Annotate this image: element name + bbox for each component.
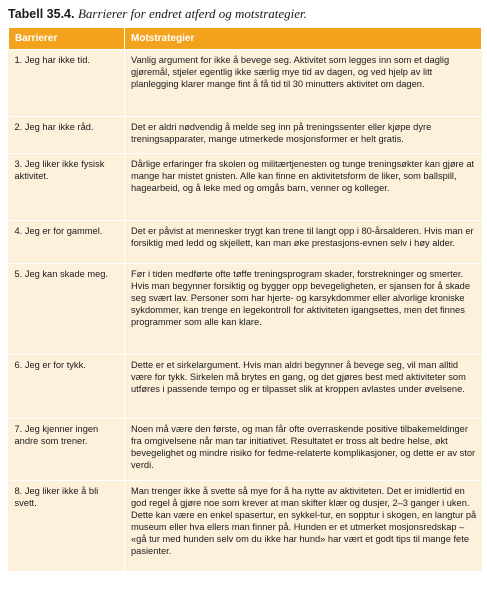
strategy-cell — [125, 154, 482, 221]
table-row — [9, 481, 482, 572]
barrier-cell — [9, 117, 125, 154]
strategy-cell — [125, 419, 482, 481]
table-row — [9, 154, 482, 221]
barrier-cell — [9, 50, 125, 117]
strategy-text: Det er aldri nødvendig å melde seg inn på treningssenter eller kjøpe dyre treningsapparater, mange utmerkede mosjonsformer er helt gratis. — [131, 122, 432, 144]
strategy-text: Vanlig argument for ikke å bevege seg. Aktivitet som legges inn som et daglig gjøremål, stjeler egentlig ikke særlig mye tid av dagen, og ved hjelp av litt planlegging klarer mange fint å få tid til 30 minutters aktivitet om dagen. — [131, 55, 450, 89]
strategy-text: Man trenger ikke å svette så mye for å ha nytte av aktiviteten. Det er imidlertid en god regel å gjøre noe som krever at man skifter klær og dusjer, 2–3 ganger i uken. Dette kan være en enkel spasertur, en sykkel-tur, en sopptur i skogen, en langtur på museum eller hva ellers man finner på. Hunden er et utmerket mosjonsredskap – «gå tur med hunden selv om du ikke har hund» har vært et godt tips til mange fete pasienter. — [131, 486, 477, 556]
barrier-text: 2. Jeg har ikke råd. — [14, 122, 94, 132]
barrier-text: 3. Jeg liker ikke fysisk aktivitet. — [14, 159, 105, 181]
strategy-cell — [125, 481, 482, 572]
barrier-text: 6. Jeg er for tykk. — [14, 360, 86, 370]
barrier-cell — [9, 221, 125, 264]
table-number: Tabell 35.4. — [8, 7, 75, 21]
barrier-text: 4. Jeg er for gammel. — [14, 226, 103, 236]
strategy-text: Dette er et sirkelargument. Hvis man aldri begynner å bevege seg, vil man alltid være for tykk. Sirkelen må brytes en gang, og det gjøres best med aktiviteter som utføres i passende tempo og er tilpasset slik at kroppen avlastes under øvelsene. — [131, 360, 466, 394]
strategy-text: Før i tiden medførte ofte tøffe treningsprogram skader, forstrekninger og smerter. Hvis man begynner forsiktig og bygger opp bevegeligheten, er sjansen for å skade seg svært lav. Personer som har hjerte- og karsykdommer eller alvorlige kroniske sykdommer, kan trenge en legekontroll for aktiviteten igangsettes, men det finnes programmer som alle kan klare. — [131, 269, 471, 327]
table-row — [9, 355, 482, 419]
header-barrier: Barrierer — [9, 28, 125, 50]
barrier-strategy-table — [8, 27, 482, 572]
barrier-text: 7. Jeg kjenner ingen andre som trener. — [14, 424, 99, 446]
barrier-text: 8. Jeg liker ikke å bli svett. — [14, 486, 99, 508]
barrier-cell — [9, 481, 125, 572]
table-caption — [8, 6, 307, 22]
barrier-text: 1. Jeg har ikke tid. — [14, 55, 90, 65]
table-title: Barrierer for endret atferd og motstrategier. — [77, 6, 307, 21]
strategy-cell — [125, 117, 482, 154]
table-row — [9, 117, 482, 154]
strategy-cell — [125, 264, 482, 355]
strategy-cell — [125, 355, 482, 419]
barrier-cell — [9, 264, 125, 355]
barrier-cell — [9, 355, 125, 419]
header-strategy: Motstrategier — [125, 28, 482, 50]
strategy-text: Noen må være den første, og man får ofte overraskende positive tilbakemeldinger fra omgivelsene når man tar initiativet. Resultatet er tross alt bedre helse, økt bevegelighet og mindre risiko for fedme-relaterte komplikasjoner, og dette er av stor verdi. — [131, 424, 476, 470]
strategy-cell — [125, 221, 482, 264]
barrier-cell — [9, 154, 125, 221]
strategy-text: Dårlige erfaringer fra skolen og militærtjenesten og tunge treningsøkter kan gjøre at mange har mistet gnisten. Alle kan finne en aktivitetsform de liker, som ballspill, hagearbeid, og å leke med og omgås barn, venner og kolleger. — [131, 159, 475, 193]
table-header-row — [9, 28, 482, 50]
table-row — [9, 221, 482, 264]
strategy-text: Det er påvist at mennesker trygt kan trene til langt opp i 80-årsalderen. Hvis man er forsiktig med ledd og skjellett, kan man øke prestasjons-evnen selv i høy alder. — [131, 226, 474, 248]
strategy-cell — [125, 50, 482, 117]
barrier-cell — [9, 419, 125, 481]
table-row — [9, 419, 482, 481]
table-row — [9, 50, 482, 117]
barrier-text: 5. Jeg kan skade meg. — [14, 269, 109, 279]
table-row — [9, 264, 482, 355]
